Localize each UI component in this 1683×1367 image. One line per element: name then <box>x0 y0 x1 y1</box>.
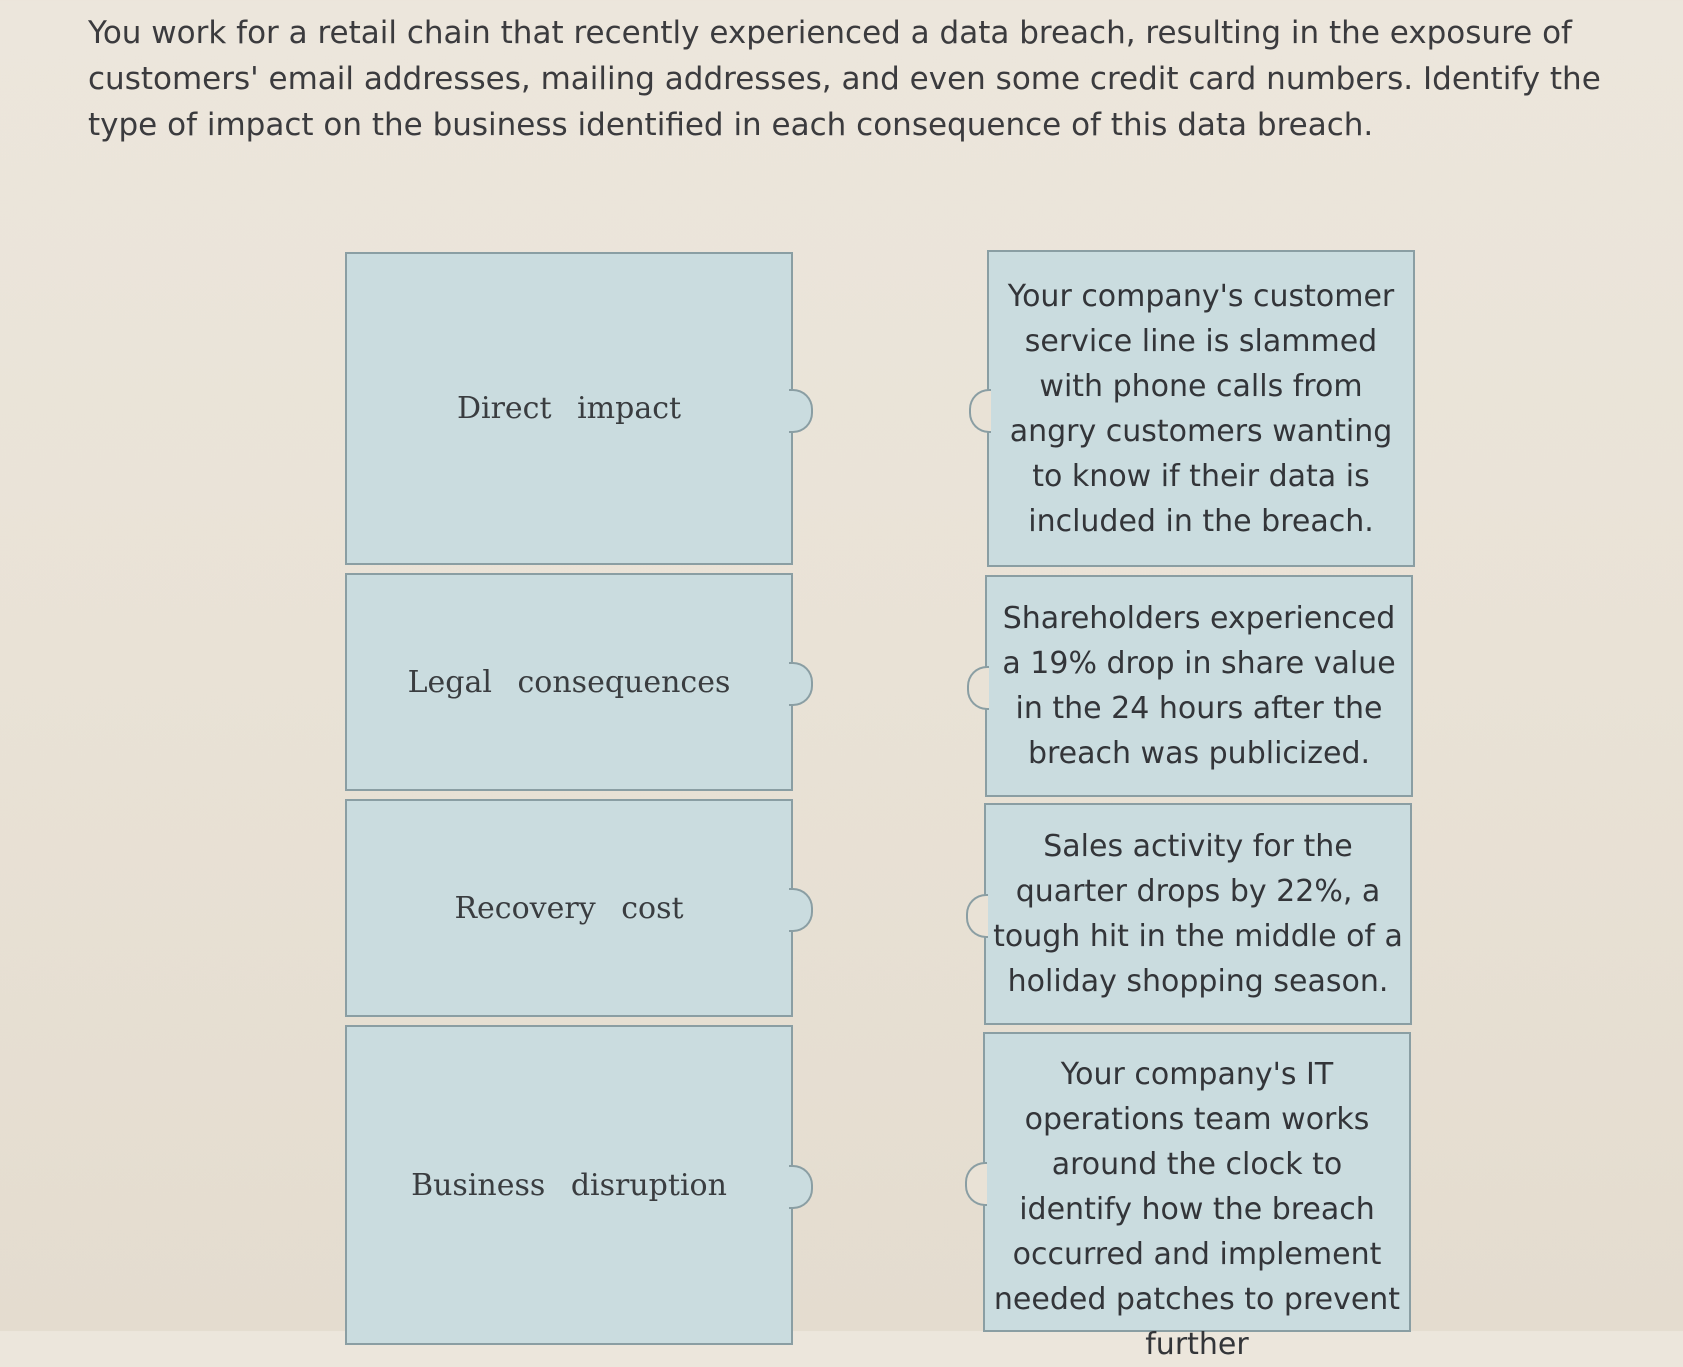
question-text: You work for a retail chain that recently experienced a data breach, resulting in the exposure of customers' email addresses, mailing addresses, and even some credit card numbers. Identify the type of impact on the business identified in each consequence of this data breach. <box>88 15 1601 143</box>
definition-text: Sales activity for the quarter drops by 22%, a tough hit in the middle of a holiday shopping season. <box>993 829 1403 999</box>
definition-card-3[interactable] <box>984 803 1412 1025</box>
definition-card-4[interactable] <box>983 1032 1411 1362</box>
term-card-business-disruption[interactable] <box>345 1025 793 1345</box>
term-label: Direct impact <box>456 391 682 426</box>
definition-card-1[interactable] <box>987 250 1415 567</box>
connector-tab <box>789 389 813 433</box>
definition-text: Your company's IT operations team works around the clock to identify how the breach occurred and implement needed patches to prevent further <box>993 1057 1401 1362</box>
connector-tab <box>789 1165 813 1209</box>
connector-slot <box>965 1162 987 1206</box>
definition-text: Your company's customer service line is slammed with phone calls from angry customers wanting to know if their data is included in the breach. <box>1007 278 1395 539</box>
definition-card-2[interactable] <box>985 575 1413 797</box>
connector-slot <box>967 666 989 710</box>
term-card-direct-impact[interactable] <box>345 252 793 565</box>
term-label: Legal consequences <box>407 664 731 700</box>
connector-slot <box>969 389 991 433</box>
term-card-recovery-cost[interactable] <box>345 799 793 1017</box>
connector-tab <box>789 662 813 706</box>
term-label: Business disruption <box>411 1167 727 1203</box>
definition-text: Shareholders experienced a 19% drop in share value in the 24 hours after the breach was publicized. <box>1002 601 1396 771</box>
connector-slot <box>966 894 988 938</box>
term-label: Recovery cost <box>454 890 684 926</box>
connector-tab <box>789 888 813 932</box>
term-card-legal-consequences[interactable] <box>345 573 793 791</box>
